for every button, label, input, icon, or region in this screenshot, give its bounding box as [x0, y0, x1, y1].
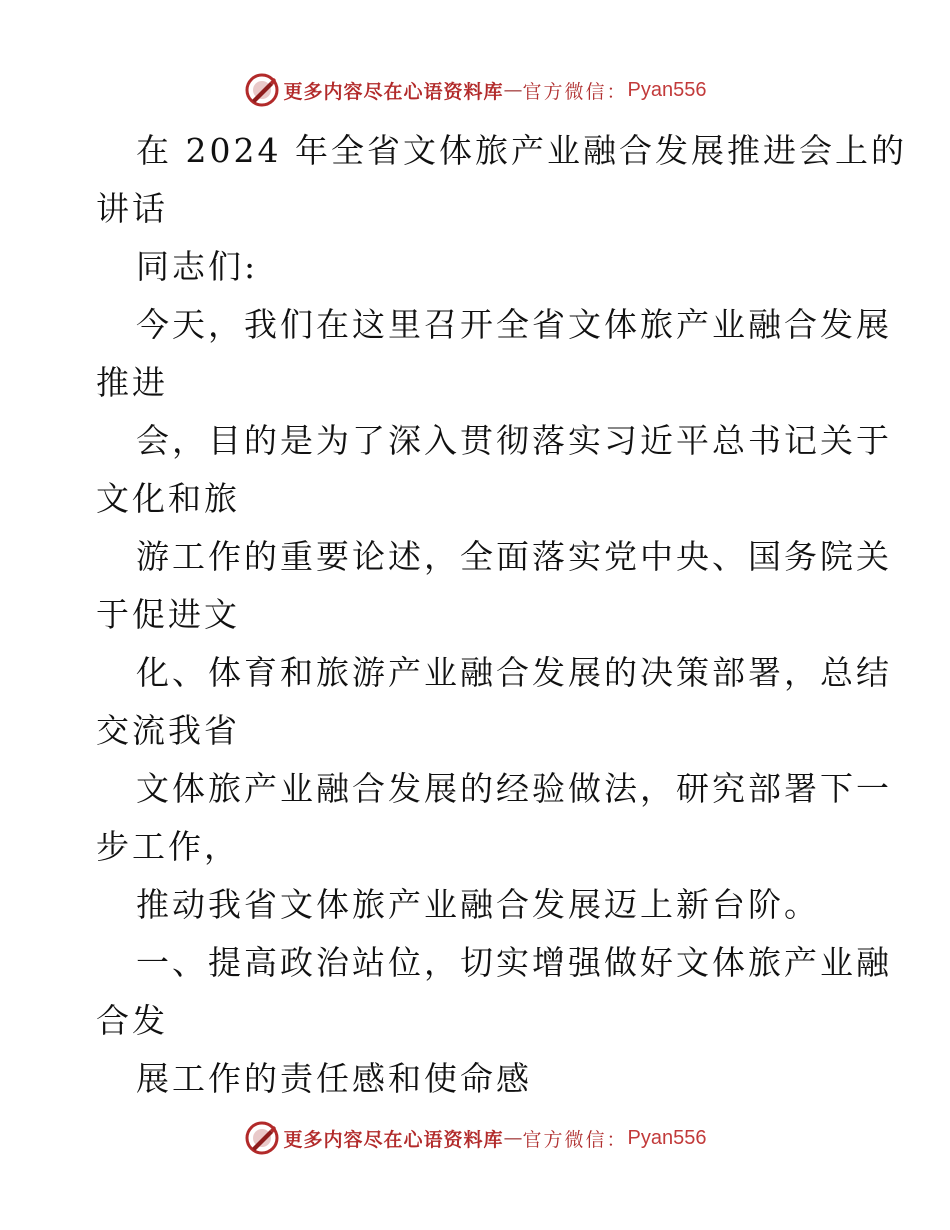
banner-wechat-label: 官方微信： — [522, 1128, 628, 1151]
pen-logo-icon — [244, 72, 280, 108]
footer-watermark-banner — [0, 1118, 950, 1158]
text-line: 步工作， — [96, 827, 240, 866]
banner-main-text: 更多内容尽在心语资料库 — [283, 1128, 504, 1151]
text-line: 会，目的是为了深入贯彻落实习近平总书记关于 — [136, 421, 892, 460]
text-line: 合发 — [96, 1001, 168, 1040]
banner-main-text: 更多内容尽在心语资料库 — [283, 80, 504, 103]
banner-separator: — — [503, 1127, 523, 1149]
header-watermark-banner — [0, 70, 950, 110]
text-line: 今天，我们在这里召开全省文体旅产业融合发展 — [136, 305, 892, 344]
text-line: 展工作的责任感和使命感 — [136, 1059, 532, 1098]
banner-wechat-id: Pyan556 — [627, 1126, 707, 1149]
text-line: 在 2024 年全省文体旅产业融合发展推进会上的 — [136, 131, 907, 170]
text-line: 于促进文 — [96, 595, 240, 634]
text-line: 同志们: — [136, 247, 259, 286]
banner-wechat-id: Pyan556 — [627, 78, 707, 101]
document-body — [96, 122, 907, 1108]
text-line: 推进 — [96, 363, 168, 402]
text-line: 交流我省 — [96, 711, 240, 750]
text-line: 讲话 — [96, 189, 168, 228]
text-line: 化、体育和旅游产业融合发展的决策部署，总结 — [136, 653, 892, 692]
text-line: 游工作的重要论述，全面落实党中央、国务院关 — [136, 537, 892, 576]
text-line: 文化和旅 — [96, 479, 240, 518]
pen-logo-icon — [244, 1120, 280, 1156]
banner-wechat-label: 官方微信： — [522, 80, 628, 103]
text-line: 推动我省文体旅产业融合发展迈上新台阶。 — [136, 885, 820, 924]
banner-separator: — — [503, 79, 523, 101]
text-line: 一、提高政治站位，切实增强做好文体旅产业融 — [136, 943, 892, 982]
text-line: 文体旅产业融合发展的经验做法，研究部署下一 — [136, 769, 892, 808]
